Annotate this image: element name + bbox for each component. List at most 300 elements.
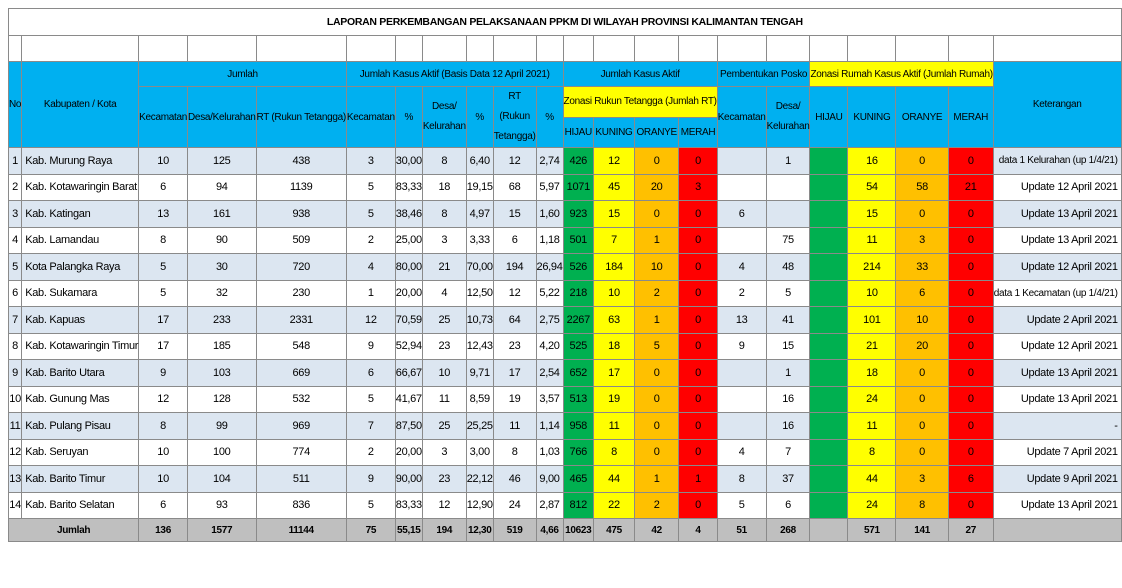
cell-oranye[interactable]: 5 [634, 333, 678, 360]
cell-rh-merah[interactable]: 0 [948, 413, 993, 440]
cell-no[interactable]: 14 [9, 492, 22, 519]
cell-ka-rt[interactable]: 64 [493, 307, 536, 334]
cell-ka-rt[interactable]: 19 [493, 386, 536, 413]
cell-posko-kec[interactable]: 6 [717, 201, 766, 228]
cell-hijau[interactable]: 812 [563, 492, 594, 519]
cell-name[interactable]: Kab. Barito Utara [22, 360, 139, 387]
cell-rh-oranye[interactable]: 0 [896, 201, 948, 228]
cell[interactable] [948, 36, 993, 62]
cell-kec[interactable]: 5 [139, 254, 188, 281]
cell-p2[interactable]: 10,73 [466, 307, 493, 334]
cell-desa[interactable]: 161 [188, 201, 257, 228]
cell-ket[interactable]: Update 13 April 2021 [993, 360, 1121, 387]
cell-ket[interactable]: data 1 Kelurahan (up 1/4/21) [993, 148, 1121, 175]
cell-ka-kec[interactable]: 2 [346, 439, 395, 466]
cell-rh-merah[interactable]: 0 [948, 439, 993, 466]
cell-oranye[interactable]: 1 [634, 227, 678, 254]
cell-desa[interactable]: 90 [188, 227, 257, 254]
cell-no[interactable]: 7 [9, 307, 22, 334]
cell-rh-merah[interactable]: 0 [948, 254, 993, 281]
cell-rt[interactable]: 2331 [256, 307, 346, 334]
cell-posko-desa[interactable]: 1 [766, 148, 810, 175]
cell-rh-hijau[interactable] [810, 413, 848, 440]
cell-name[interactable]: Kota Palangka Raya [22, 254, 139, 281]
cell-kec[interactable]: 9 [139, 360, 188, 387]
cell-merah[interactable]: 0 [679, 439, 717, 466]
cell[interactable] [9, 36, 22, 62]
cell-p1[interactable]: 83,33 [395, 174, 422, 201]
cell-rh-merah[interactable]: 0 [948, 227, 993, 254]
cell-p3[interactable]: 2,54 [536, 360, 563, 387]
cell-kuning[interactable]: 12 [594, 148, 635, 175]
cell-oranye[interactable]: 0 [634, 360, 678, 387]
total-posko-kec[interactable]: 51 [717, 519, 766, 542]
cell-p3[interactable]: 4,20 [536, 333, 563, 360]
cell-kec[interactable]: 10 [139, 466, 188, 493]
cell-hijau[interactable]: 652 [563, 360, 594, 387]
cell-merah[interactable]: 0 [679, 148, 717, 175]
cell-ka-kec[interactable]: 9 [346, 466, 395, 493]
cell-ka-desa[interactable]: 3 [422, 439, 466, 466]
cell-kuning[interactable]: 11 [594, 413, 635, 440]
cell-desa[interactable]: 32 [188, 280, 257, 307]
cell-desa[interactable]: 103 [188, 360, 257, 387]
cell-kuning[interactable]: 10 [594, 280, 635, 307]
cell-p3[interactable]: 1,60 [536, 201, 563, 228]
cell-posko-kec[interactable]: 4 [717, 439, 766, 466]
cell-rh-merah[interactable]: 0 [948, 148, 993, 175]
cell-ka-kec[interactable]: 3 [346, 148, 395, 175]
cell-p2[interactable]: 3,33 [466, 227, 493, 254]
cell-rh-oranye[interactable]: 3 [896, 466, 948, 493]
cell[interactable] [536, 36, 563, 62]
cell-p2[interactable]: 9,71 [466, 360, 493, 387]
cell-posko-kec[interactable] [717, 360, 766, 387]
cell-posko-desa[interactable]: 5 [766, 280, 810, 307]
cell[interactable] [493, 36, 536, 62]
cell-name[interactable]: Kab. Kotawaringin Timur [22, 333, 139, 360]
cell-hijau[interactable]: 525 [563, 333, 594, 360]
cell-oranye[interactable]: 20 [634, 174, 678, 201]
cell-rt[interactable]: 1139 [256, 174, 346, 201]
cell-kuning[interactable]: 15 [594, 201, 635, 228]
cell-ka-rt[interactable]: 194 [493, 254, 536, 281]
cell-name[interactable]: Kab. Barito Selatan [22, 492, 139, 519]
cell-kuning[interactable]: 184 [594, 254, 635, 281]
cell-rt[interactable]: 938 [256, 201, 346, 228]
cell-rh-hijau[interactable] [810, 227, 848, 254]
cell-ka-desa[interactable]: 25 [422, 307, 466, 334]
cell-oranye[interactable]: 1 [634, 466, 678, 493]
cell-rh-merah[interactable]: 21 [948, 174, 993, 201]
cell-kuning[interactable]: 17 [594, 360, 635, 387]
total-merah[interactable]: 4 [679, 519, 717, 542]
cell-ket[interactable]: Update 12 April 2021 [993, 333, 1121, 360]
cell-rt[interactable]: 774 [256, 439, 346, 466]
cell-rh-oranye[interactable]: 0 [896, 360, 948, 387]
cell-p2[interactable]: 70,00 [466, 254, 493, 281]
cell-hijau[interactable]: 218 [563, 280, 594, 307]
cell-no[interactable]: 2 [9, 174, 22, 201]
total-rh-kuning[interactable]: 571 [848, 519, 896, 542]
cell-merah[interactable]: 3 [679, 174, 717, 201]
cell-rh-kuning[interactable]: 8 [848, 439, 896, 466]
cell-hijau[interactable]: 426 [563, 148, 594, 175]
cell-p3[interactable]: 5,22 [536, 280, 563, 307]
cell-rh-merah[interactable]: 0 [948, 201, 993, 228]
cell-kuning[interactable]: 63 [594, 307, 635, 334]
cell[interactable] [22, 36, 139, 62]
cell-rh-merah[interactable]: 0 [948, 307, 993, 334]
cell-ka-desa[interactable]: 3 [422, 227, 466, 254]
cell-name[interactable]: Kab. Barito Timur [22, 466, 139, 493]
cell-kuning[interactable]: 19 [594, 386, 635, 413]
cell-p3[interactable]: 2,74 [536, 148, 563, 175]
total-posko-desa[interactable]: 268 [766, 519, 810, 542]
cell-desa[interactable]: 30 [188, 254, 257, 281]
cell-p2[interactable]: 25,25 [466, 413, 493, 440]
cell-posko-kec[interactable] [717, 148, 766, 175]
cell[interactable] [139, 36, 188, 62]
cell-p1[interactable]: 20,00 [395, 439, 422, 466]
cell-ka-desa[interactable]: 12 [422, 492, 466, 519]
cell-kec[interactable]: 10 [139, 439, 188, 466]
cell-ka-kec[interactable]: 5 [346, 201, 395, 228]
cell-p1[interactable]: 83,33 [395, 492, 422, 519]
cell-rh-hijau[interactable] [810, 492, 848, 519]
cell-rt[interactable]: 669 [256, 360, 346, 387]
cell[interactable] [679, 36, 717, 62]
cell[interactable] [422, 36, 466, 62]
cell-p2[interactable]: 4,97 [466, 201, 493, 228]
cell-p1[interactable]: 80,00 [395, 254, 422, 281]
cell-ka-desa[interactable]: 25 [422, 413, 466, 440]
cell-ket[interactable]: Update 12 April 2021 [993, 174, 1121, 201]
cell-hijau[interactable]: 526 [563, 254, 594, 281]
cell-merah[interactable]: 0 [679, 360, 717, 387]
cell-desa[interactable]: 104 [188, 466, 257, 493]
cell-rh-oranye[interactable]: 20 [896, 333, 948, 360]
cell[interactable] [346, 36, 395, 62]
cell-p3[interactable]: 1,14 [536, 413, 563, 440]
cell-posko-kec[interactable] [717, 174, 766, 201]
cell-no[interactable]: 6 [9, 280, 22, 307]
cell[interactable] [993, 36, 1121, 62]
cell-rh-hijau[interactable] [810, 333, 848, 360]
cell-hijau[interactable]: 958 [563, 413, 594, 440]
cell-rh-merah[interactable]: 0 [948, 492, 993, 519]
cell-hijau[interactable]: 1071 [563, 174, 594, 201]
cell-no[interactable]: 13 [9, 466, 22, 493]
cell-ka-desa[interactable]: 11 [422, 386, 466, 413]
cell-merah[interactable]: 0 [679, 386, 717, 413]
cell[interactable] [594, 36, 635, 62]
cell-ka-rt[interactable]: 8 [493, 439, 536, 466]
cell-p2[interactable]: 12,43 [466, 333, 493, 360]
cell-merah[interactable]: 1 [679, 466, 717, 493]
cell-ka-desa[interactable]: 4 [422, 280, 466, 307]
total-ka-desa[interactable]: 194 [422, 519, 466, 542]
total-desa[interactable]: 1577 [188, 519, 257, 542]
cell-rh-merah[interactable]: 0 [948, 280, 993, 307]
cell-rt[interactable]: 720 [256, 254, 346, 281]
cell-name[interactable]: Kab. Kotawaringin Barat [22, 174, 139, 201]
cell-ka-kec[interactable]: 5 [346, 386, 395, 413]
cell-merah[interactable]: 0 [679, 413, 717, 440]
cell-no[interactable]: 9 [9, 360, 22, 387]
cell-rh-hijau[interactable] [810, 174, 848, 201]
cell[interactable] [466, 36, 493, 62]
cell-rh-kuning[interactable]: 11 [848, 227, 896, 254]
cell-rt[interactable]: 511 [256, 466, 346, 493]
cell-posko-kec[interactable]: 4 [717, 254, 766, 281]
cell-rh-kuning[interactable]: 214 [848, 254, 896, 281]
cell-merah[interactable]: 0 [679, 280, 717, 307]
cell-rh-hijau[interactable] [810, 307, 848, 334]
cell[interactable] [634, 36, 678, 62]
cell-ket[interactable]: Update 2 April 2021 [993, 307, 1121, 334]
cell-rh-oranye[interactable]: 0 [896, 413, 948, 440]
total-rh-merah[interactable]: 27 [948, 519, 993, 542]
cell-rh-hijau[interactable] [810, 148, 848, 175]
cell-rh-hijau[interactable] [810, 360, 848, 387]
cell-posko-kec[interactable] [717, 227, 766, 254]
cell-rh-kuning[interactable]: 16 [848, 148, 896, 175]
total-ket[interactable] [993, 519, 1121, 542]
cell-kec[interactable]: 13 [139, 201, 188, 228]
cell-no[interactable]: 3 [9, 201, 22, 228]
cell-rh-oranye[interactable]: 3 [896, 227, 948, 254]
cell-hijau[interactable]: 923 [563, 201, 594, 228]
cell-rh-oranye[interactable]: 0 [896, 386, 948, 413]
cell-rh-kuning[interactable]: 18 [848, 360, 896, 387]
cell-rh-oranye[interactable]: 0 [896, 148, 948, 175]
cell-no[interactable]: 4 [9, 227, 22, 254]
cell-kuning[interactable]: 18 [594, 333, 635, 360]
total-kuning[interactable]: 475 [594, 519, 635, 542]
cell-rh-kuning[interactable]: 24 [848, 386, 896, 413]
cell-ka-rt[interactable]: 17 [493, 360, 536, 387]
cell-no[interactable]: 12 [9, 439, 22, 466]
cell-kec[interactable]: 8 [139, 227, 188, 254]
cell-rh-hijau[interactable] [810, 439, 848, 466]
cell-desa[interactable]: 128 [188, 386, 257, 413]
cell-posko-desa[interactable]: 6 [766, 492, 810, 519]
cell-rh-oranye[interactable]: 10 [896, 307, 948, 334]
total-rh-oranye[interactable]: 141 [896, 519, 948, 542]
cell-rh-hijau[interactable] [810, 466, 848, 493]
cell-rh-hijau[interactable] [810, 386, 848, 413]
cell-desa[interactable]: 185 [188, 333, 257, 360]
cell-ka-desa[interactable]: 23 [422, 333, 466, 360]
cell-p1[interactable]: 25,00 [395, 227, 422, 254]
cell-ket[interactable]: - [993, 413, 1121, 440]
cell-merah[interactable]: 0 [679, 254, 717, 281]
cell-merah[interactable]: 0 [679, 307, 717, 334]
cell-rh-hijau[interactable] [810, 201, 848, 228]
cell-ka-kec[interactable]: 2 [346, 227, 395, 254]
cell-posko-desa[interactable]: 16 [766, 413, 810, 440]
cell-posko-kec[interactable] [717, 386, 766, 413]
cell-rh-merah[interactable]: 0 [948, 333, 993, 360]
cell-kec[interactable]: 5 [139, 280, 188, 307]
cell-p2[interactable]: 8,59 [466, 386, 493, 413]
total-label[interactable]: Jumlah [9, 519, 139, 542]
cell-kec[interactable]: 6 [139, 492, 188, 519]
total-hijau[interactable]: 10623 [563, 519, 594, 542]
cell-hijau[interactable]: 766 [563, 439, 594, 466]
cell-rh-oranye[interactable]: 6 [896, 280, 948, 307]
cell-rh-kuning[interactable]: 10 [848, 280, 896, 307]
cell-oranye[interactable]: 0 [634, 439, 678, 466]
cell-kec[interactable]: 17 [139, 333, 188, 360]
cell-rt[interactable]: 969 [256, 413, 346, 440]
cell-ka-kec[interactable]: 9 [346, 333, 395, 360]
cell-ket[interactable]: Update 12 April 2021 [993, 254, 1121, 281]
cell-oranye[interactable]: 2 [634, 280, 678, 307]
cell-ka-rt[interactable]: 68 [493, 174, 536, 201]
cell-rh-kuning[interactable]: 21 [848, 333, 896, 360]
cell-ka-desa[interactable]: 8 [422, 201, 466, 228]
cell-kuning[interactable]: 44 [594, 466, 635, 493]
cell-kuning[interactable]: 45 [594, 174, 635, 201]
cell-p1[interactable]: 87,50 [395, 413, 422, 440]
cell-ka-desa[interactable]: 8 [422, 148, 466, 175]
cell-merah[interactable]: 0 [679, 492, 717, 519]
cell[interactable] [256, 36, 346, 62]
cell-no[interactable]: 5 [9, 254, 22, 281]
cell-p3[interactable]: 1,18 [536, 227, 563, 254]
cell-no[interactable]: 11 [9, 413, 22, 440]
cell-rh-merah[interactable]: 6 [948, 466, 993, 493]
cell-p3[interactable]: 26,94 [536, 254, 563, 281]
cell-ket[interactable]: data 1 Kecamatan (up 1/4/21) [993, 280, 1121, 307]
cell-p2[interactable]: 12,50 [466, 280, 493, 307]
cell-name[interactable]: Kab. Sukamara [22, 280, 139, 307]
cell-oranye[interactable]: 0 [634, 201, 678, 228]
cell-desa[interactable]: 94 [188, 174, 257, 201]
cell-posko-desa[interactable]: 75 [766, 227, 810, 254]
cell-rh-oranye[interactable]: 0 [896, 439, 948, 466]
cell-merah[interactable]: 0 [679, 201, 717, 228]
cell-rh-merah[interactable]: 0 [948, 386, 993, 413]
cell-p1[interactable]: 90,00 [395, 466, 422, 493]
cell-p1[interactable]: 38,46 [395, 201, 422, 228]
cell-rh-oranye[interactable]: 33 [896, 254, 948, 281]
cell-name[interactable]: Kab. Pulang Pisau [22, 413, 139, 440]
cell-desa[interactable]: 125 [188, 148, 257, 175]
cell-p2[interactable]: 12,90 [466, 492, 493, 519]
cell-p3[interactable]: 2,75 [536, 307, 563, 334]
cell-posko-desa[interactable]: 1 [766, 360, 810, 387]
cell-posko-desa[interactable]: 16 [766, 386, 810, 413]
cell-rh-kuning[interactable]: 11 [848, 413, 896, 440]
cell-rt[interactable]: 438 [256, 148, 346, 175]
cell-hijau[interactable]: 501 [563, 227, 594, 254]
cell-ka-rt[interactable]: 12 [493, 148, 536, 175]
cell-p1[interactable]: 20,00 [395, 280, 422, 307]
cell-posko-desa[interactable] [766, 174, 810, 201]
cell[interactable] [563, 36, 594, 62]
cell-merah[interactable]: 0 [679, 227, 717, 254]
cell-rh-kuning[interactable]: 44 [848, 466, 896, 493]
cell-name[interactable]: Kab. Kapuas [22, 307, 139, 334]
cell-p3[interactable]: 3,57 [536, 386, 563, 413]
cell-oranye[interactable]: 1 [634, 307, 678, 334]
cell-name[interactable]: Kab. Gunung Mas [22, 386, 139, 413]
cell-ka-kec[interactable]: 6 [346, 360, 395, 387]
cell-no[interactable]: 8 [9, 333, 22, 360]
cell-p1[interactable]: 66,67 [395, 360, 422, 387]
cell-merah[interactable]: 0 [679, 333, 717, 360]
cell-oranye[interactable]: 0 [634, 148, 678, 175]
cell-posko-desa[interactable]: 48 [766, 254, 810, 281]
cell-ket[interactable]: Update 13 April 2021 [993, 492, 1121, 519]
cell-rh-kuning[interactable]: 24 [848, 492, 896, 519]
cell-name[interactable]: Kab. Murung Raya [22, 148, 139, 175]
cell-posko-kec[interactable]: 9 [717, 333, 766, 360]
cell-ka-rt[interactable]: 12 [493, 280, 536, 307]
cell-hijau[interactable]: 2267 [563, 307, 594, 334]
cell-name[interactable]: Kab. Lamandau [22, 227, 139, 254]
cell-p1[interactable]: 70,59 [395, 307, 422, 334]
cell-posko-desa[interactable] [766, 201, 810, 228]
cell-posko-kec[interactable]: 13 [717, 307, 766, 334]
cell[interactable] [717, 36, 766, 62]
cell-name[interactable]: Kab. Seruyan [22, 439, 139, 466]
cell-p2[interactable]: 19,15 [466, 174, 493, 201]
cell-ket[interactable]: Update 13 April 2021 [993, 386, 1121, 413]
cell-ka-rt[interactable]: 6 [493, 227, 536, 254]
cell-posko-kec[interactable]: 8 [717, 466, 766, 493]
cell-rt[interactable]: 532 [256, 386, 346, 413]
cell-ka-desa[interactable]: 10 [422, 360, 466, 387]
cell-desa[interactable]: 233 [188, 307, 257, 334]
cell-desa[interactable]: 99 [188, 413, 257, 440]
total-ka-rt[interactable]: 519 [493, 519, 536, 542]
cell-ka-kec[interactable]: 1 [346, 280, 395, 307]
cell-desa[interactable]: 100 [188, 439, 257, 466]
cell-p3[interactable]: 5,97 [536, 174, 563, 201]
total-kec[interactable]: 136 [139, 519, 188, 542]
cell-posko-desa[interactable]: 7 [766, 439, 810, 466]
cell-rh-hijau[interactable] [810, 254, 848, 281]
cell-ket[interactable]: Update 9 April 2021 [993, 466, 1121, 493]
cell-rh-kuning[interactable]: 54 [848, 174, 896, 201]
cell-kuning[interactable]: 22 [594, 492, 635, 519]
cell-oranye[interactable]: 10 [634, 254, 678, 281]
cell-ka-kec[interactable]: 5 [346, 492, 395, 519]
cell-rh-hijau[interactable] [810, 280, 848, 307]
total-p3[interactable]: 4,66 [536, 519, 563, 542]
cell[interactable] [188, 36, 257, 62]
cell-hijau[interactable]: 513 [563, 386, 594, 413]
cell-no[interactable]: 1 [9, 148, 22, 175]
cell-ka-kec[interactable]: 7 [346, 413, 395, 440]
cell-posko-kec[interactable]: 5 [717, 492, 766, 519]
cell-ka-rt[interactable]: 11 [493, 413, 536, 440]
cell-oranye[interactable]: 0 [634, 386, 678, 413]
cell-ka-kec[interactable]: 4 [346, 254, 395, 281]
cell-rh-oranye[interactable]: 8 [896, 492, 948, 519]
total-rt[interactable]: 11144 [256, 519, 346, 542]
cell[interactable] [848, 36, 896, 62]
cell[interactable] [395, 36, 422, 62]
cell-oranye[interactable]: 2 [634, 492, 678, 519]
cell-p3[interactable]: 2,87 [536, 492, 563, 519]
cell-p1[interactable]: 41,67 [395, 386, 422, 413]
cell-p3[interactable]: 9,00 [536, 466, 563, 493]
